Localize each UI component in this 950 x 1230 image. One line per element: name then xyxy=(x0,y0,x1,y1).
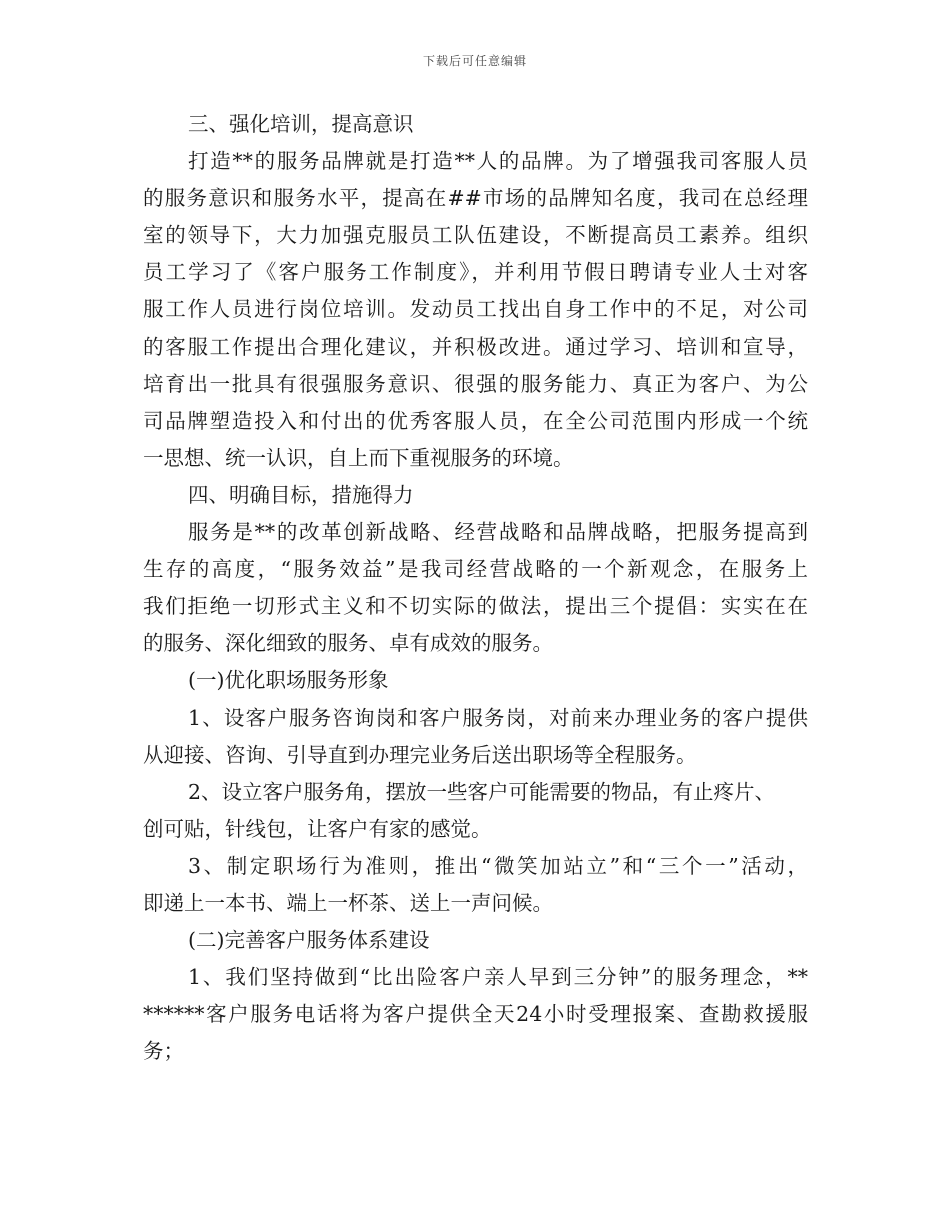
list-item-line: 2、设立客户服务角，摆放一些客户可能需要的物品，有止疼片、 xyxy=(188,779,776,804)
list-item-line: 从迎接、咨询、引导直到办理完业务后送出职场等全程服务。 xyxy=(143,742,697,767)
paragraph-line: 生存的高度，“服务效益”是我司经营战略的一个新观念，在服务上 xyxy=(143,557,808,582)
paragraph-line: 的服务意识和服务水平，提高在##市场的品牌知名度，我司在总经理 xyxy=(143,186,808,211)
paragraph-line: 一思想、统一认识，自上而下重视服务的环境。 xyxy=(143,445,574,470)
paragraph-line: 服工作人员进行岗位培训。发动员工找出自身工作中的不足，对公司 xyxy=(143,297,808,322)
paragraph-line: 打造**的服务品牌就是打造**人的品牌。为了增强我司客服人员 xyxy=(188,149,808,174)
list-item-line: 1、我们坚持做到“比出险客户亲人早到三分钟”的服务理念，** xyxy=(188,965,808,990)
list-item-line: 3、制定职场行为准则，推出“微笑加站立”和“三个一”活动， xyxy=(188,853,808,878)
document-body xyxy=(143,106,808,1070)
section-heading-4: 四、明确目标，措施得力 xyxy=(188,482,414,507)
paragraph-line: 的服务、深化细致的服务、卓有成效的服务。 xyxy=(143,631,553,656)
list-item-line: 务； xyxy=(143,1039,184,1064)
section-heading-3: 三、强化培训，提高意识 xyxy=(188,112,414,136)
list-item-line: ******客户服务电话将为客户提供全天24小时受理报案、查勘救援服 xyxy=(143,1002,808,1027)
paragraph-line: 服务是**的改革创新战略、经营战略和品牌战略，把服务提高到 xyxy=(188,520,808,545)
paragraph-line: 员工学习了《客户服务工作制度》，并利用节假日聘请专业人士对客 xyxy=(143,260,808,285)
list-item-line: 即递上一本书、端上一杯茶、送上一声问候。 xyxy=(143,890,553,915)
page-header: 下载后可任意编辑 xyxy=(422,54,527,68)
paragraph-line: 培育出一批具有很强服务意识、很强的服务能力、真正为客户、为公 xyxy=(143,371,808,396)
paragraph-line: 我们拒绝一切形式主义和不切实际的做法，提出三个提倡：实实在在 xyxy=(143,594,808,619)
subsection-heading-2: (二)完善客户服务体系建设 xyxy=(188,928,430,953)
paragraph-line: 的客服工作提出合理化建议，并积极改进。通过学习、培训和宣导， xyxy=(143,334,808,359)
list-item-line: 创可贴，针线包，让客户有家的感觉。 xyxy=(143,816,492,841)
paragraph-line: 室的领导下，大力加强克服员工队伍建设，不断提高员工素养。组织 xyxy=(143,223,808,248)
paragraph-line: 司品牌塑造投入和付出的优秀客服人员，在全公司范围内形成一个统 xyxy=(143,408,808,433)
list-item-line: 1、设客户服务咨询岗和客户服务岗，对前来办理业务的客户提供 xyxy=(188,705,808,730)
subsection-heading-1: (一)优化职场服务形象 xyxy=(188,668,389,693)
